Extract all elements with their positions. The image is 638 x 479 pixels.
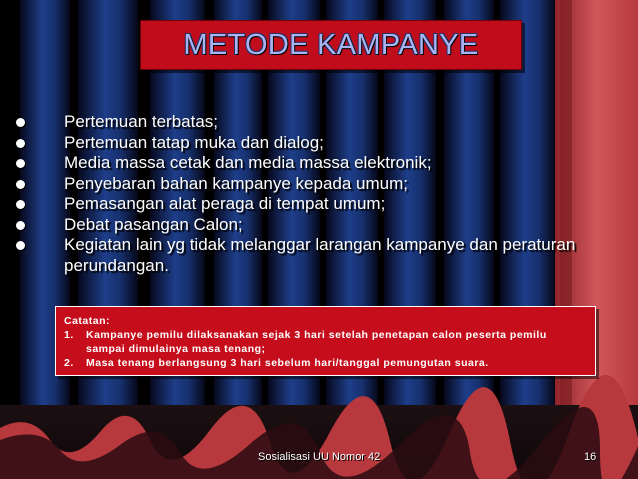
- bullet-item: [14, 112, 614, 133]
- footer-text: Sosialisasi UU Nomor 42: [258, 451, 381, 463]
- bullet-icon: [16, 159, 25, 168]
- bullet-text: Kegiatan lain yg tidak melanggar larangan kampanye dan peraturan perundangan.: [64, 235, 576, 275]
- bullet-text: Pertemuan terbatas;: [64, 112, 219, 131]
- bullet-icon: [16, 200, 25, 209]
- bullet-list: [14, 112, 614, 276]
- note-text: Kampanye pemilu dilaksanakan sejak 3 hari setelah penetapan calon peserta pemilu: [86, 329, 547, 341]
- note-number: 2.: [64, 357, 74, 369]
- note-heading: Catatan:: [64, 315, 111, 327]
- note-item: [64, 356, 587, 370]
- bullet-text: Pemasangan alat peraga di tempat umum;: [64, 194, 386, 213]
- bullet-icon: [16, 139, 25, 148]
- slide-title: METODE KAMPANYE: [183, 28, 479, 61]
- bullet-item: [14, 194, 614, 215]
- note-number-spacer: [64, 342, 86, 356]
- bullet-text: Pertemuan tatap muka dan dialog;: [64, 132, 324, 152]
- bullet-item: [14, 153, 614, 174]
- note-number: 1.: [64, 329, 74, 341]
- bullet-text: Media massa cetak dan media massa elektronik;: [64, 153, 432, 172]
- bullet-item: [14, 215, 614, 236]
- bullet-icon: [16, 180, 25, 189]
- bullet-item: [14, 235, 614, 276]
- title-banner: [140, 20, 522, 70]
- note-text: Masa tenang berlangsung 3 hari sebelum hari/tanggal pemungutan suara.: [86, 357, 489, 369]
- page-number: 16: [584, 451, 597, 463]
- note-item-continuation: [64, 342, 587, 356]
- note-box: [55, 306, 596, 376]
- bullet-icon: [16, 241, 25, 250]
- bullet-item: [14, 174, 614, 195]
- bullet-icon: [16, 118, 25, 127]
- bullet-text: Penyebaran bahan kampanye kepada umum;: [64, 173, 409, 193]
- note-item: [64, 328, 587, 342]
- note-text: sampai dimulainya masa tenang;: [86, 343, 266, 355]
- bullet-text: Debat pasangan Calon;: [64, 214, 243, 234]
- bullet-item: [14, 133, 614, 154]
- bullet-icon: [16, 221, 25, 230]
